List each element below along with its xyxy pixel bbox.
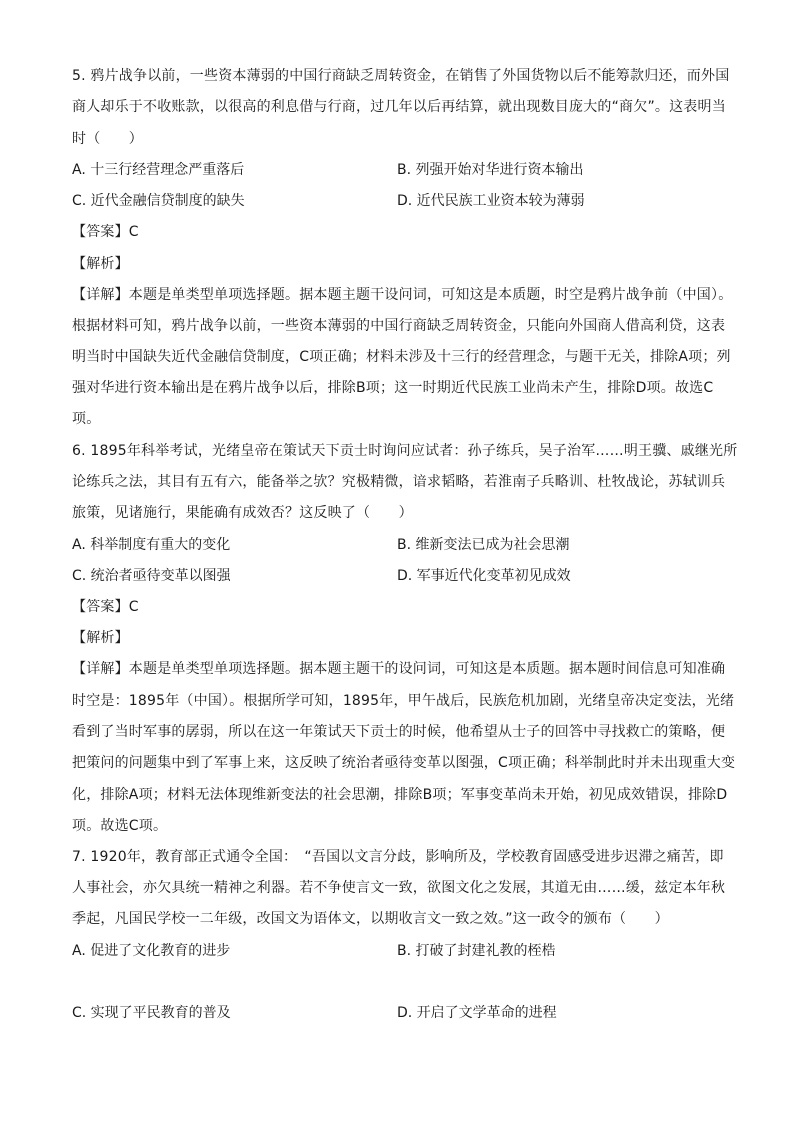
q5-option-a: A. 十三行经营理念严重落后 <box>72 162 245 178</box>
q7-option-b: B. 打破了封建礼教的桎梏 <box>397 943 556 959</box>
q5-stem-line-2: 商人却乐于不收账款，以很高的利息借与行商，过几年以后再结算，就出现数目庞大的“商欠”。这表明当 <box>72 99 726 115</box>
q7-option-d: D. 开启了文学革命的进程 <box>397 1005 557 1021</box>
q6-detail-line-4: 把策问的问题集中到了军事上来，这反映了统治者亟待变革以图强，C项正确；科举制此时并未出现重大变 <box>72 755 736 771</box>
q6-stem-line-2: 论练兵之法，其目有五有六，能备举之欤？究极精微，谙求韬略，若淮南子兵略训、杜牧战论，苏轼训兵 <box>72 474 726 490</box>
q6-detail-line-5: 化，排除A项；材料无法体现维新变法的社会思潮，排除B项；军事变革尚未开始，初见成效错误，排除D <box>72 787 728 803</box>
q5-detail-line-5: 项。 <box>72 411 101 427</box>
q5-stem-line-1: 5. 鸦片战争以前，一些资本薄弱的中国行商缺乏周转资金，在销售了外国货物以后不能筹款归还，而外国 <box>72 68 730 84</box>
q5-detail-line-3: 明当时中国缺失近代金融信贷制度，C项正确；材料未涉及十三行的经营理念，与题干无关，排除A项；列 <box>72 349 731 365</box>
q6-detail-line-1: 【详解】本题是单类型单项选择题。据本题主题干的设问词，可知这是本质题。据本题时间信息可知准确 <box>72 661 726 677</box>
q7-stem-line-3: 季起，凡国民学校一二年级，改国文为语体文，以期收言文一致之效。”这一政令的颁布（ ） <box>72 911 669 927</box>
q5-option-c: C. 近代金融信贷制度的缺失 <box>72 193 245 209</box>
q5-option-d: D. 近代民族工业资本较为薄弱 <box>397 193 585 209</box>
q5-detail-line-2: 根据材料可知，鸦片战争以前，一些资本薄弱的中国行商缺乏周转资金，只能向外国商人借高利贷，这表 <box>72 318 726 334</box>
q5-option-b: B. 列强开始对华进行资本输出 <box>397 162 584 178</box>
q6-analysis-label: 【解析】 <box>72 630 129 646</box>
q7-option-a: A. 促进了文化教育的进步 <box>72 943 231 959</box>
q6-detail-line-2: 时空是：1895年（中国）。根据所学可知，1895年，甲午战后，民族危机加剧，光绪皇帝决定变法，光绪 <box>72 693 735 709</box>
q5-stem-line-3: 时（ ） <box>72 131 143 147</box>
q7-stem-line-2: 人事社会，亦欠具统一精神之利器。若不争使言文一致，欲图文化之发展，其道无由……缓，兹定本年秋 <box>72 880 726 896</box>
q6-option-c: C. 统治者亟待变革以图强 <box>72 568 231 584</box>
q5-answer: 【答案】C <box>72 224 139 240</box>
q6-option-a: A. 科举制度有重大的变化 <box>72 537 231 553</box>
q6-option-b: B. 维新变法已成为社会思潮 <box>397 537 570 553</box>
q6-answer: 【答案】C <box>72 599 139 615</box>
q6-stem-line-3: 旅策，见诸施行，果能确有成效否？这反映了（ ） <box>72 505 413 521</box>
q6-detail-line-6: 项。故选C项。 <box>72 818 168 834</box>
q7-stem-line-1: 7. 1920年，教育部正式通令全国： “吾国以文言分歧，影响所及，学校教育固感受进步迟滞之痛苦，即 <box>72 849 724 865</box>
q5-analysis-label: 【解析】 <box>72 256 129 272</box>
q5-detail-line-1: 【详解】本题是单类型单项选择题。据本题主题干设问词，可知这是本质题，时空是鸦片战争前（中国）。 <box>72 287 733 303</box>
q6-option-d: D. 军事近代化变革初见成效 <box>397 568 571 584</box>
q7-option-c: C. 实现了平民教育的普及 <box>72 1005 231 1021</box>
q6-detail-line-3: 看到了当时军事的孱弱，所以在这一年策试天下贡士的时候，他希望从士子的回答中寻找救亡的策略，便 <box>72 724 726 740</box>
q5-detail-line-4: 强对华进行资本输出是在鸦片战争以后，排除B项；这一时期近代民族工业尚未产生，排除D项。故选C <box>72 380 714 396</box>
q6-stem-line-1: 6. 1895年科举考试，光绪皇帝在策试天下贡士时询问应试者：孙子练兵，吴子治军……明王骥、戚继光所 <box>72 443 738 459</box>
